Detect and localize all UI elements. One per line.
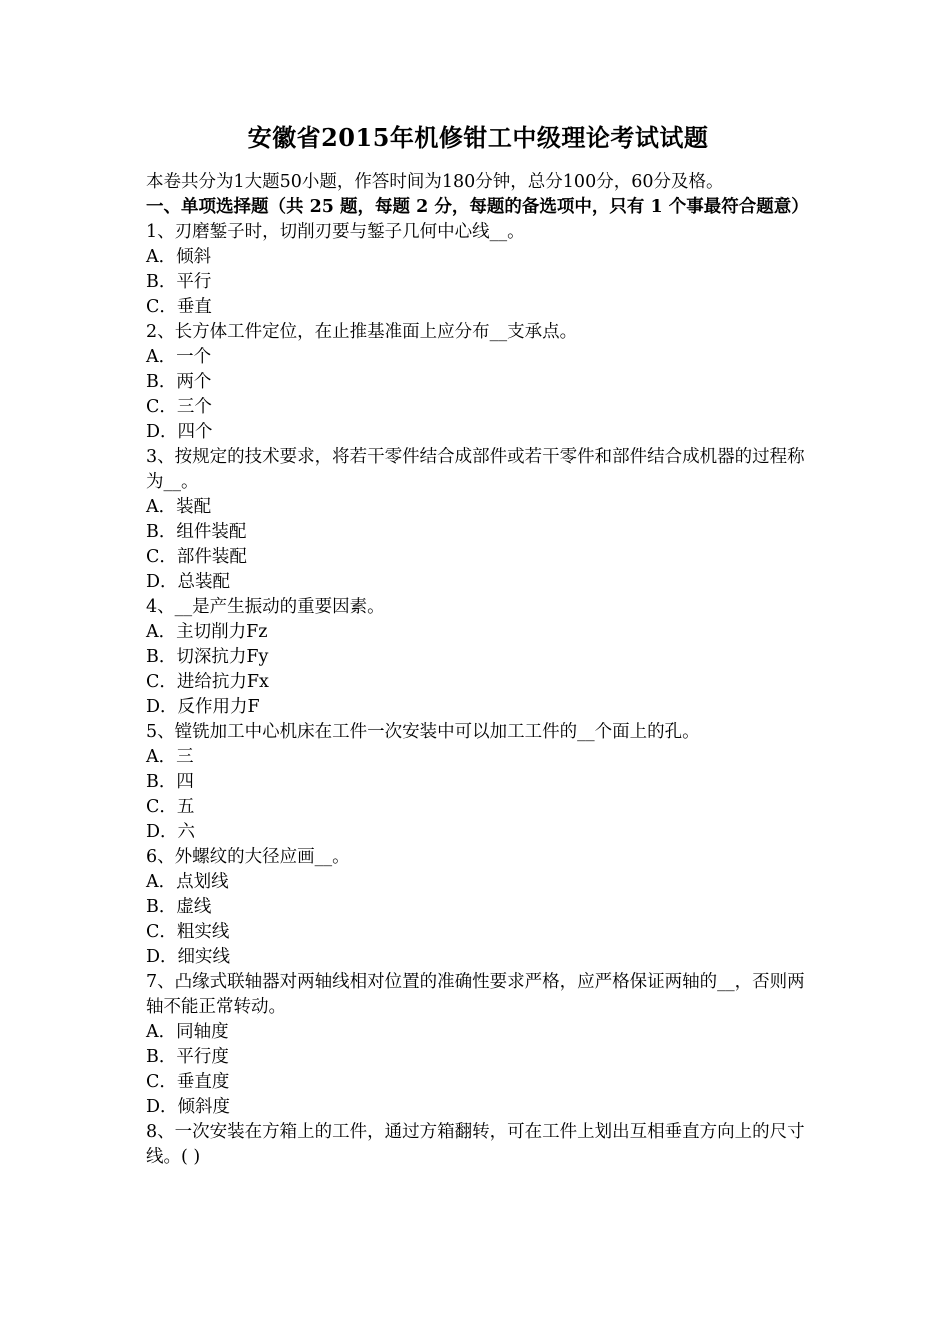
answer-option: B．平行 xyxy=(146,272,212,292)
answer-option: B．切深抗力Fy xyxy=(146,647,269,667)
question-text: 6、外螺纹的大径应画__。 xyxy=(146,847,350,867)
answer-option: C．部件装配 xyxy=(146,547,247,567)
answer-option: C．粗实线 xyxy=(146,922,230,942)
answer-option: D．六 xyxy=(146,822,196,842)
question-text: 5、镗铣加工中心机床在工件一次安装中可以加工工件的__个面上的孔。 xyxy=(146,722,700,742)
answer-option: A．点划线 xyxy=(146,872,229,892)
answer-option: B．平行度 xyxy=(146,1047,229,1067)
answer-option: B．组件装配 xyxy=(146,522,247,542)
question-text: 1、刃磨錾子时，切削刃要与錾子几何中心线__。 xyxy=(146,222,525,242)
exam-intro: 本卷共分为1大题50小题，作答时间为180分钟，总分100分，60分及格。 xyxy=(146,172,724,192)
answer-option: A．装配 xyxy=(146,497,212,517)
answer-option: D．倾斜度 xyxy=(146,1097,231,1117)
answer-option: D．反作用力F xyxy=(146,697,260,717)
section-heading: 一、单项选择题（共 25 题，每题 2 分，每题的备选项中，只有 1 个事最符合题意） xyxy=(146,197,809,217)
answer-option: B．两个 xyxy=(146,372,212,392)
question-list xyxy=(146,220,810,1170)
question-text: 3、按规定的技术要求，将若干零件结合成部件或若干零件和部件结合成机器的过程称为__。 xyxy=(146,447,805,492)
answer-option: A．同轴度 xyxy=(146,1022,229,1042)
document-page xyxy=(146,118,810,1170)
question-text: 2、长方体工件定位，在止推基准面上应分布__支承点。 xyxy=(146,322,578,342)
answer-option: C．进给抗力Fx xyxy=(146,672,269,692)
question-text: 4、__是产生振动的重要因素。 xyxy=(146,597,385,617)
answer-option: C．三个 xyxy=(146,397,212,417)
question-text: 7、凸缘式联轴器对两轴线相对位置的准确性要求严格，应严格保证两轴的__，否则两轴不能正常转动。 xyxy=(146,972,805,1017)
question-text: 8、一次安装在方箱上的工件，通过方箱翻转，可在工件上划出互相垂直方向上的尺寸线。( ) xyxy=(146,1122,805,1167)
answer-option: A．一个 xyxy=(146,347,212,367)
answer-option: D．四个 xyxy=(146,422,213,442)
answer-option: B．四 xyxy=(146,772,194,792)
answer-option: D．细实线 xyxy=(146,947,231,967)
answer-option: A．三 xyxy=(146,747,194,767)
answer-option: C．五 xyxy=(146,797,195,817)
answer-option: C．垂直 xyxy=(146,297,212,317)
answer-option: D．总装配 xyxy=(146,572,231,592)
answer-option: A．倾斜 xyxy=(146,247,212,267)
answer-option: C．垂直度 xyxy=(146,1072,230,1092)
answer-option: B．虚线 xyxy=(146,897,212,917)
answer-option: A．主切削力Fz xyxy=(146,622,268,642)
document-title: 安徽省2015年机修钳工中级理论考试试题 xyxy=(247,123,709,152)
